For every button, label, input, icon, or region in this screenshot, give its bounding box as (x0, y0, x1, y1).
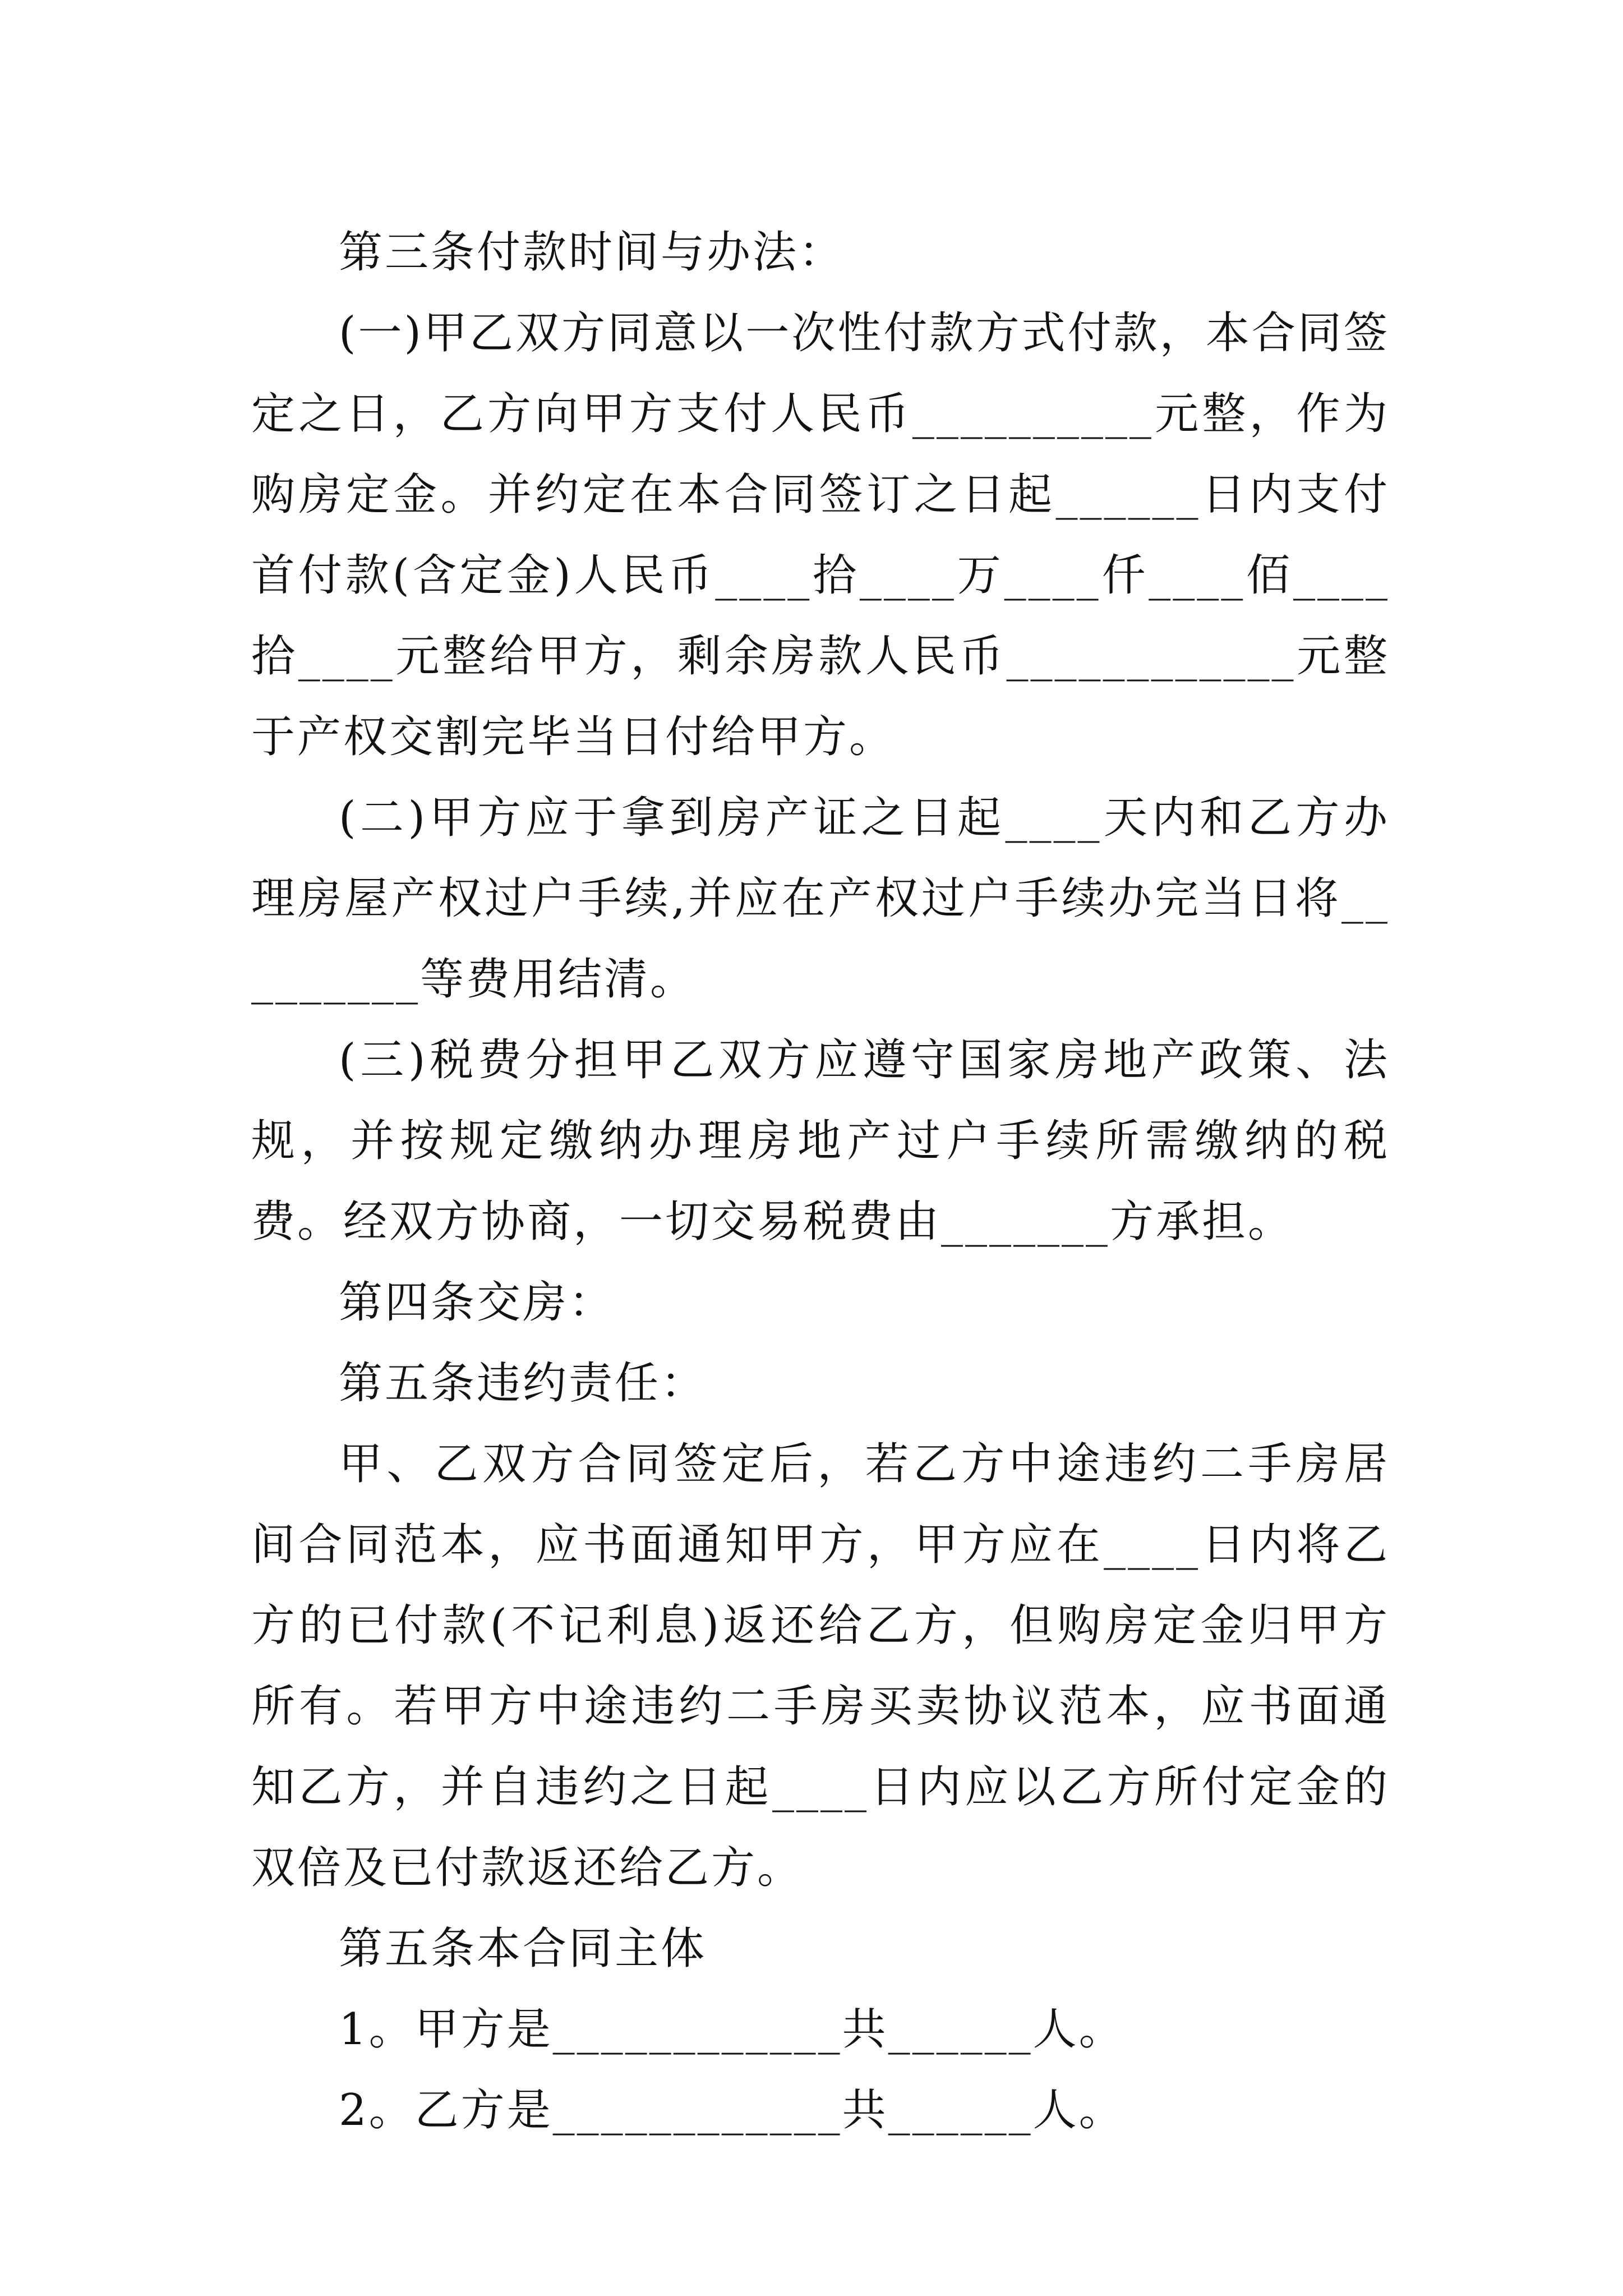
article-3-clause-3: (三)税费分担甲乙双方应遵守国家房地产政策、法规，并按规定缴纳办理房地产过户手续所需缴纳的税费。经双方协商，一切交易税费由_______方承担。 (251, 1035, 1390, 1247)
article-3-clause-1: (一)甲乙双方同意以一次性付款方式付款，本合同签定之日，乙方向甲方支付人民币__________元整，作为购房定金。并约定在本合同签订之日起______日内支付首付款(含定金)人民币____拾____万____仟____佰____拾____元整给甲方，剩余房款人民币____________元整于产权交割完毕当日付给甲方。 (251, 308, 1390, 762)
party-b-line: 2。乙方是____________共______人。 (339, 2085, 1125, 2136)
breach-liability-paragraph: 甲、乙双方合同签定后，若乙方中途违约二手房居间合同范本，应书面通知甲方，甲方应在____日内将乙方的已付款(不记利息)返还给乙方，但购房定金归甲方所有。若甲方中途违约二手房买卖协议范本，应书面通知乙方，并自违约之日起____日内应以乙方所付定金的双倍及已付款返还给乙方。 (251, 1439, 1390, 1893)
article-3-clause-2: (二)甲方应于拿到房产证之日起____天内和乙方办理房屋产权过户手续,并应在产权过户手续办完当日将_________等费用结清。 (251, 793, 1390, 1005)
document-body (251, 212, 1390, 2151)
article-4-heading: 第四条交房： (339, 1277, 615, 1328)
party-a-line: 1。甲方是____________共______人。 (339, 2004, 1125, 2055)
article-3-heading: 第三条付款时间与办法： (339, 227, 845, 278)
contract-parties-heading: 第五条本合同主体 (339, 1924, 707, 1974)
article-5-heading: 第五条违约责任： (339, 1358, 707, 1409)
